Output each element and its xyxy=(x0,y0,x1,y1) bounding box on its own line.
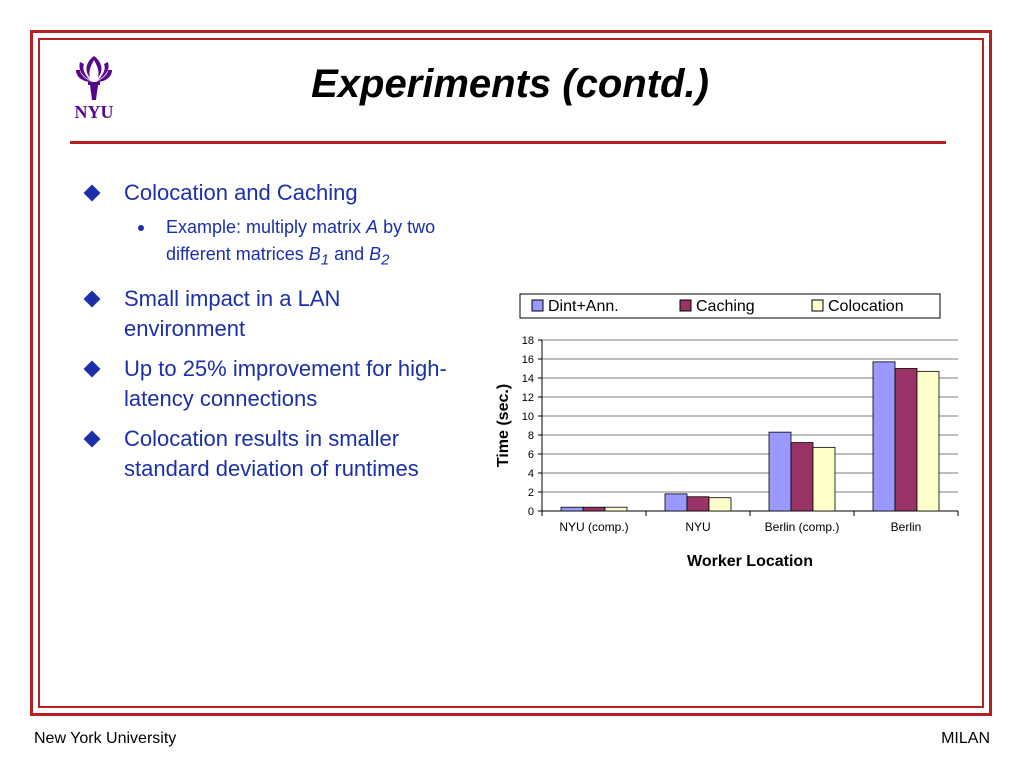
bullet-text: Colocation results in smaller standard deviation of runtimes xyxy=(124,425,419,481)
bar xyxy=(769,432,791,511)
nyu-torch-logo xyxy=(66,52,122,124)
x-tick-label: NYU xyxy=(685,520,711,534)
bullet-item xyxy=(84,178,464,208)
diamond-bullet-icon xyxy=(84,185,101,202)
legend-label: Caching xyxy=(696,298,755,315)
footer-institution: New York University xyxy=(34,730,177,747)
y-tick-label: 8 xyxy=(527,430,534,442)
dot-bullet-icon xyxy=(138,225,144,231)
bar xyxy=(791,443,813,511)
legend-swatch xyxy=(812,300,823,311)
bullet-list xyxy=(84,178,464,494)
bar xyxy=(561,507,583,511)
y-tick-label: 14 xyxy=(521,373,534,385)
legend-swatch xyxy=(680,300,691,311)
sub-text-2: by two different matrices xyxy=(166,217,436,264)
x-axis-title: Worker Location xyxy=(687,553,813,570)
y-tick-label: 6 xyxy=(527,449,534,461)
diamond-bullet-icon xyxy=(84,360,101,377)
bar xyxy=(605,507,627,511)
bullet-text: Colocation and Caching xyxy=(124,180,358,205)
legend-label: Dint+Ann. xyxy=(548,298,619,315)
matrix-b2-sub: 2 xyxy=(381,251,390,269)
footer-project: MILAN xyxy=(941,730,990,747)
diamond-bullet-icon xyxy=(84,430,101,447)
x-tick-label: NYU (comp.) xyxy=(559,520,629,534)
logo-text: NYU xyxy=(74,102,114,122)
y-tick-label: 0 xyxy=(527,506,534,518)
bar xyxy=(583,507,605,511)
bullet-item xyxy=(84,424,464,484)
bullet-text: Up to 25% improvement for high-latency connections xyxy=(124,355,447,411)
matrix-b1-sub: 1 xyxy=(320,251,330,269)
bar xyxy=(687,497,709,511)
bar xyxy=(709,498,731,511)
bullet-item xyxy=(84,284,464,344)
y-tick-label: 16 xyxy=(521,354,534,366)
y-axis-title: Time (sec.) xyxy=(495,383,512,468)
diamond-bullet-icon xyxy=(84,290,101,307)
torch-icon xyxy=(66,52,122,102)
slide-title: Experiments (contd.) xyxy=(311,62,709,106)
y-tick-label: 18 xyxy=(521,335,534,347)
matrix-b1: B xyxy=(308,244,321,264)
bar xyxy=(813,447,835,511)
bullet-text: Small impact in a LAN environment xyxy=(124,285,341,341)
legend-swatch xyxy=(532,300,543,311)
bullet-item xyxy=(84,354,464,414)
sub-text-1: Example: multiply matrix xyxy=(166,217,367,237)
bar xyxy=(873,362,895,511)
x-tick-label: Berlin xyxy=(890,520,922,534)
legend-label: Colocation xyxy=(828,298,904,315)
y-tick-label: 10 xyxy=(521,411,534,423)
x-tick-label: Berlin (comp.) xyxy=(764,520,840,534)
bar xyxy=(665,494,687,511)
y-tick-label: 4 xyxy=(527,468,534,480)
matrix-a: A xyxy=(366,217,379,237)
y-tick-label: 2 xyxy=(527,487,534,499)
matrix-b2: B xyxy=(369,244,382,264)
bar xyxy=(895,369,917,512)
worker-location-bar-chart xyxy=(470,286,990,586)
y-tick-label: 12 xyxy=(521,392,534,404)
title-divider xyxy=(70,141,946,144)
sub-text-3: and xyxy=(329,244,370,264)
bar xyxy=(917,371,939,511)
sub-bullet-item xyxy=(84,214,464,274)
